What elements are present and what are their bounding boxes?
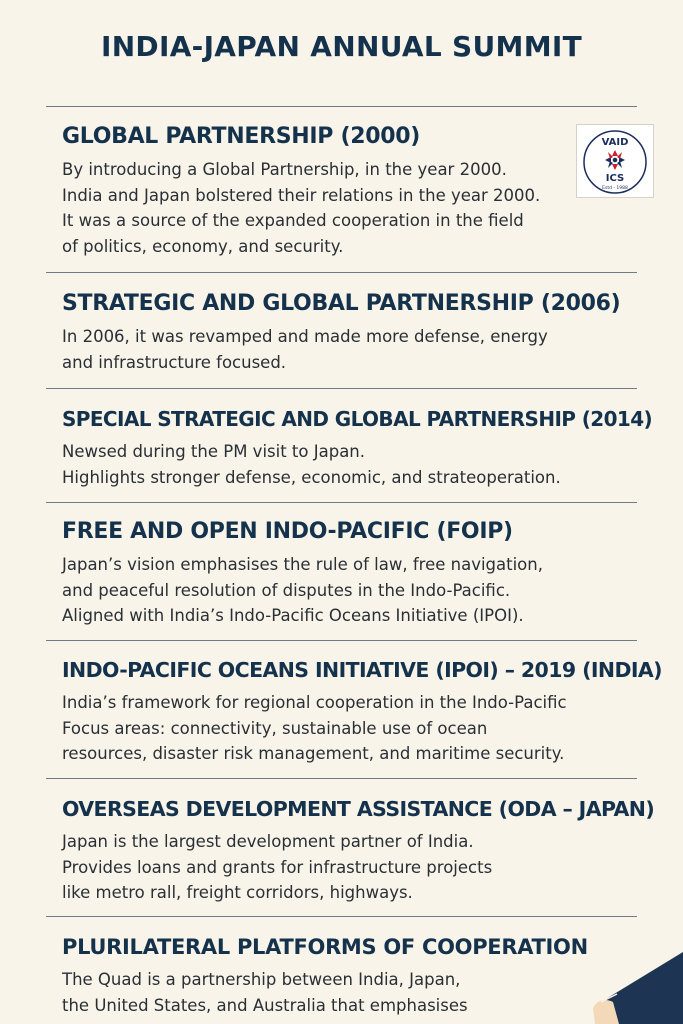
- body-line: and infrastructure focused.: [62, 352, 287, 372]
- body-line: In 2006, it was revamped and made more defense, energy: [62, 327, 548, 346]
- section-heading: STRATEGIC AND GLOBAL PARTNERSHIP (2006): [62, 291, 621, 316]
- body-line: like metro rall, freight corridors, highways.: [62, 883, 413, 902]
- section-heading: PLURILATERAL PLATFORMS OF COOPERATION: [62, 935, 588, 959]
- section-heading: GLOBAL PARTNERSHIP (2000): [62, 124, 421, 149]
- divider: [46, 778, 637, 779]
- section-global-partnership: [62, 123, 662, 259]
- body-line: India’s framework for regional cooperation in the Indo-Pacific: [62, 693, 567, 712]
- section-heading: OVERSEAS DEVELOPMENT ASSISTANCE (ODA – JAPAN): [62, 797, 655, 821]
- section-ipoi: [62, 656, 662, 767]
- body-line: Focus areas: connectivity, sustainable use of ocean: [62, 718, 488, 738]
- corner-decoration: [583, 944, 683, 1024]
- section-heading: FREE AND OPEN INDO-PACIFIC (FOIP): [62, 519, 513, 544]
- logo-bottom-text: ICS: [605, 173, 625, 184]
- vaid-ics-seal-icon: [581, 128, 649, 196]
- body-line: The Quad is a partnership between India, Japan,: [62, 970, 461, 989]
- body-line: By introducing a Global Partnership, in the year 2000.: [62, 160, 507, 179]
- section-heading: SPECIAL STRATEGIC AND GLOBAL PARTNERSHIP (2014): [62, 407, 653, 431]
- body-line: Highlights stronger defense, economic, and strateoperation.: [62, 467, 561, 487]
- divider: [46, 388, 637, 389]
- section-body: [62, 829, 662, 906]
- section-body: [62, 439, 662, 490]
- section-body: [62, 324, 662, 375]
- section-body: [62, 157, 662, 259]
- body-line: Provides loans and grants for infrastructure projects: [62, 857, 493, 877]
- logo-est-text: Estd - 1988: [602, 186, 628, 191]
- body-line: Japan is the largest development partner of India.: [62, 832, 474, 851]
- body-line: resources, disaster risk management, and maritime security.: [62, 744, 565, 763]
- section-oda: [62, 795, 662, 906]
- section-strategic-global-partnership: [62, 290, 662, 375]
- divider: [46, 106, 637, 107]
- body-line: India and Japan bolstered their relations in the year 2000.: [62, 185, 541, 205]
- body-line: the United States, and Australia that emphasises: [62, 995, 468, 1015]
- body-line: Japan’s vision emphasises the rule of law, free navigation,: [62, 555, 543, 574]
- section-body: [62, 967, 662, 1018]
- section-plurilateral-platforms: [62, 933, 662, 1018]
- section-foip: [62, 518, 662, 629]
- page-title: INDIA-JAPAN ANNUAL SUMMIT: [100, 30, 582, 63]
- body-line: Newsed during the PM visit to Japan.: [62, 442, 366, 461]
- section-heading: INDO-PACIFIC OCEANS INITIATIVE (IPOI) – 2019 (INDIA): [62, 658, 662, 682]
- divider: [46, 502, 637, 503]
- body-line: Aligned with India’s Indo-Pacific Oceans Initiative (IPOI).: [62, 606, 524, 625]
- section-special-strategic-partnership: [62, 405, 662, 490]
- vaid-ics-logo: [576, 124, 654, 198]
- body-line: of politics, economy, and security.: [62, 236, 344, 256]
- divider: [46, 640, 637, 641]
- section-body: [62, 690, 662, 767]
- logo-top-text: VAID: [601, 137, 629, 148]
- divider: [46, 916, 637, 917]
- body-line: and peaceful resolution of disputes in the Indo-Pacific.: [62, 580, 511, 600]
- section-body: [62, 552, 662, 629]
- divider: [46, 272, 637, 273]
- body-line: It was a source of the expanded cooperation in the field: [62, 211, 524, 230]
